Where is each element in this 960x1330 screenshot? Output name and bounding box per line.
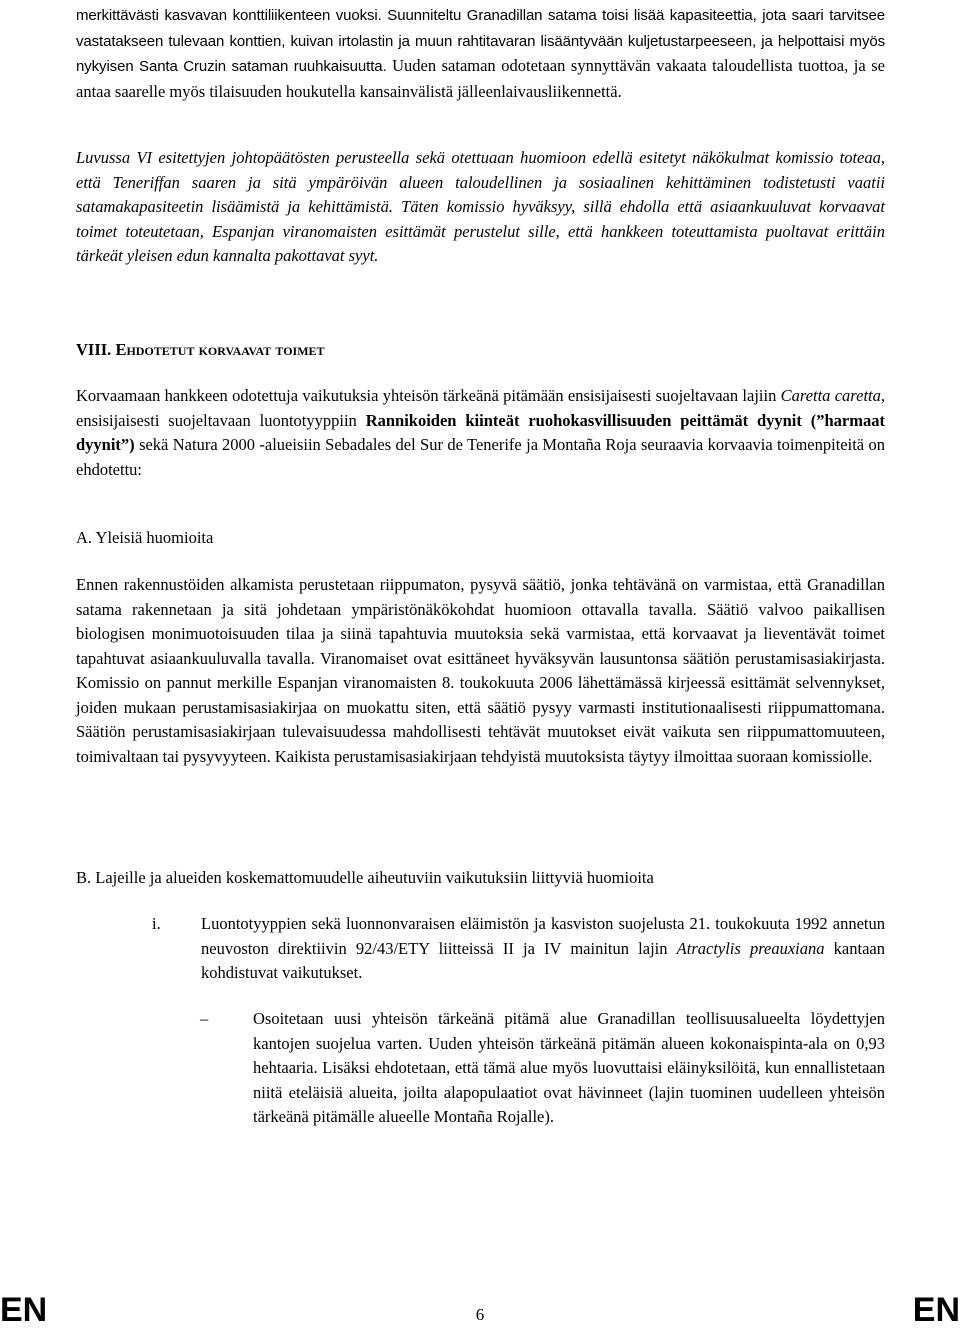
paragraph-commission-conclusion bbox=[76, 146, 885, 269]
section-title: Ehdotetut korvaavat toimet bbox=[115, 340, 325, 359]
text-run: Luontotyyppien sekä luonnonvaraisen eläimistön ja kasviston suojelusta 21. toukokuuta 1992 annetun neuvoston direktiivin 92/43/ETY liitteissä II ja IV mainitun lajin bbox=[201, 914, 885, 958]
footer-language-code-right: EN bbox=[912, 1291, 960, 1329]
dash-marker: – bbox=[200, 1009, 209, 1028]
footer-language-code-left: EN bbox=[0, 1291, 48, 1329]
text-run: , ensisijaisesti suojeltavaan luontotyyppiin bbox=[76, 386, 885, 430]
subheading-a: A. Yleisiä huomioita bbox=[76, 528, 214, 547]
text-run: sekä Natura 2000 -alueisiin Sebadales del Sur de Tenerife ja Montaña Roja seuraavia korvaavia toimenpiteitä on ehdotettu: bbox=[76, 435, 885, 479]
text-run: Komissio on pannut merkille Espanjan viranomaisten 8. toukokuuta 2006 lähettämässä kirjeessä esittämät selvennykset, joiden mukaan perustamisasiakirjaa on muokattu siten, että säätiö pysyy varmasti institutionaalisesti riippumattomana. bbox=[76, 673, 885, 717]
text-run: Luvussa VI esitettyjen johtopäätösten perusteella sekä otettuaan huomioon edellä esitetyt näkökulmat komissio toteaa, että Teneriffan saaren ja sitä ympäröivän alueen taloudellinen ja sosiaalinen kehittäminen todistetusti vaatii satamakapasiteetin lisäämistä ja kehittämistä. bbox=[76, 148, 885, 216]
list-marker: i. bbox=[152, 914, 161, 933]
text-run: Säätiö valvoo paikallisen biologisen monimuotoisuuden tilaa ja siinä tapahtuvia muutoksia sekä varmistaa, että korvaavat ja lieventävät toimet tapahtuvat asiaankuuluvalla tavalla. bbox=[76, 599, 885, 668]
subheading-b: B. Lajeille ja alueiden koskemattomuudelle aiheutuviin vaikutuksiin liittyviä huomioita bbox=[76, 868, 654, 887]
text-run: merkittävästi kasvavan konttiliikenteen vuoksi. bbox=[76, 7, 388, 24]
text-run: Säätiön perustamisasiakirjaan tulevaisuudessa mahdollisesti tehtävät muutokset eivät vaikuta sen riippumattomuuteen, toimivaltaan tai pysyvyyteen. bbox=[76, 722, 885, 766]
species-name: Atractylis preauxiana bbox=[676, 938, 825, 958]
section-number: VIII. bbox=[76, 340, 116, 359]
text-run: Osoitetaan uusi yhteisön tärkeänä pitämä alue Granadillan teollisuusalueelta löydettyjen kantojen suojelua varten. bbox=[253, 1009, 885, 1053]
text-run: Lisäksi ehdotetaan, että tämä alue myös luovuttaisi eläinyksilöitä, kun ennallistetaan niitä eteläisiä alueita, joilta alapopulaatiot ovat hävinneet (lajin tuominen uudelleen yhteisön tärkeänä pitämälle alueelle Montaña Rojalle). bbox=[253, 1058, 885, 1126]
text-run: Kaikista perustamisasiakirjaan tehdyistä muutoksista täytyy ilmoittaa suoraan komissiolle. bbox=[274, 746, 873, 766]
text-run: Viranomaiset ovat esittäneet hyväksyvän lausuntonsa säätiön perustamisasiakirjasta. bbox=[319, 648, 885, 668]
text-run: kantaan kohdistuvat vaikutukset. bbox=[201, 938, 885, 982]
paragraph-foundation bbox=[76, 573, 885, 769]
paragraph-port-capacity bbox=[76, 3, 885, 104]
paragraph-compensatory-measures bbox=[76, 384, 885, 482]
dash-item-text bbox=[253, 1007, 885, 1130]
text-run: Uuden sataman odotetaan synnyttävän vakaata taloudellista tuottoa, ja se antaa saarelle myös tilaisuuden houkutella kansainvälistä jälleenlaivausliikennettä. bbox=[76, 56, 885, 101]
section-heading bbox=[76, 338, 885, 362]
species-name: Caretta caretta bbox=[780, 386, 881, 405]
text-run: Uuden yhteisön tärkeänä pitämän alueen kokonaispinta-ala on 0,93 hehtaaria. bbox=[253, 1033, 886, 1077]
text-run: Täten komissio hyväksyy, sillä ehdolla että asiaankuuluvat korvaavat toimet toteutetaan, Espanjan viranomaisten esittämät perustelut sille, että hankkeen toteuttamista puoltavat erittäin tärkeät yleisen edun kannalta pakottavat syyt. bbox=[76, 197, 885, 265]
text-run: Ennen rakennustöiden alkamista perustetaan riippumaton, pysyvä säätiö, jonka tehtävänä on varmistaa, että Granadillan satama rakennetaan ja sitä johdetaan ympäristönäkökohdat huomioon ottavalla tavalla. bbox=[76, 575, 885, 619]
text-run: Korvaamaan hankkeen odotettuja vaikutuksia yhteisön tärkeänä pitämään ensisijaisesti suojeltavaan lajiin bbox=[76, 386, 781, 405]
list-item-text bbox=[201, 912, 885, 986]
habitat-name: Rannikoiden kiinteät ruohokasvillisuuden peittämät dyynit (”harmaat dyynit”) bbox=[76, 410, 885, 454]
text-run: Suunniteltu Granadillan satama toisi lisää kapasiteettia, jota saari tarvitsee vastatakseen tulevaan konttien, kuivan irtolastin ja muun rahtitavaran lisääntyvään kuljetustarpeeseen, ja helpottaisi myös nykyisen Santa Cruzin sataman ruuhkaisuutta. bbox=[76, 7, 885, 75]
page-number: 6 bbox=[475, 1305, 485, 1324]
